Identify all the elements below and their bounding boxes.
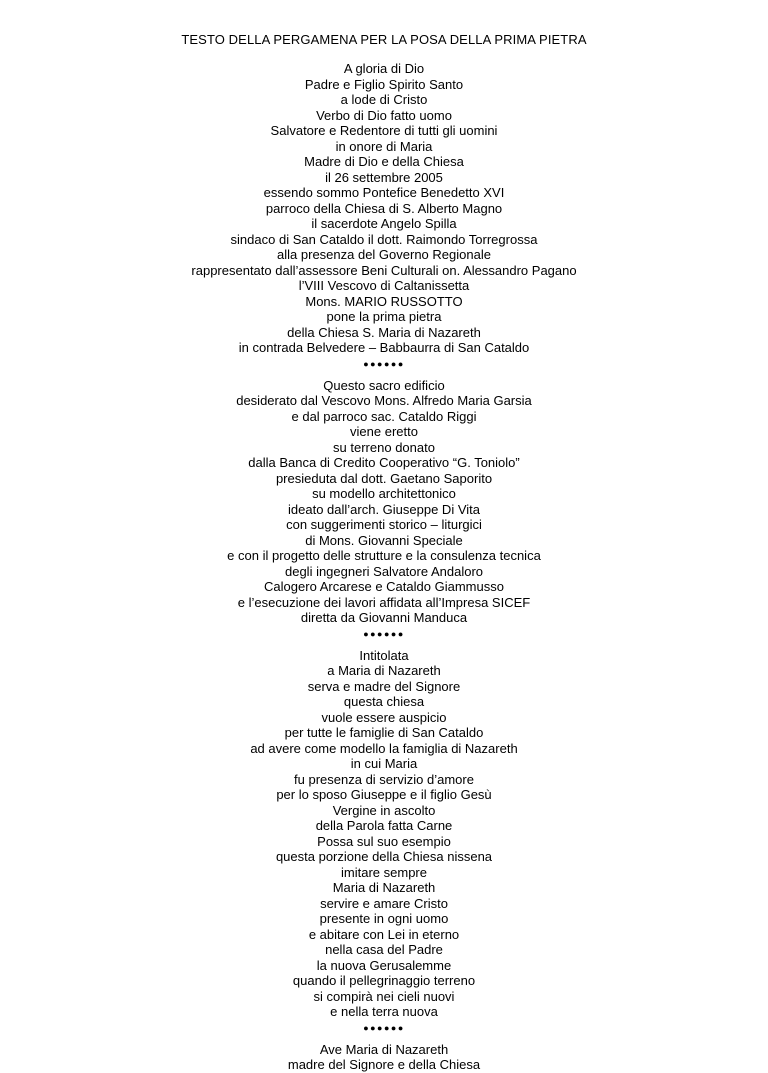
text-line: e dal parroco sac. Cataldo Riggi xyxy=(291,408,477,424)
text-line: desiderato dal Vescovo Mons. Alfredo Maria Garsia xyxy=(236,393,532,408)
text-line: essendo sommo Pontefice Benedetto XVI xyxy=(263,185,505,200)
text-line: Vergine in ascolto xyxy=(332,802,436,818)
text-line: madre del Signore e della Chiesa xyxy=(287,1057,481,1072)
text-line: di Mons. Giovanni Speciale xyxy=(305,532,463,548)
text-line: a lode di Cristo xyxy=(340,92,428,107)
text-section xyxy=(0,378,768,626)
text-line: per lo sposo Giuseppe e il figlio Gesù xyxy=(276,787,492,802)
text-line: Mons. MARIO RUSSOTTO xyxy=(305,293,463,309)
text-line: Verbo di Dio fatto uomo xyxy=(316,107,452,123)
text-line: con suggerimenti storico – liturgici xyxy=(286,517,482,532)
text-line: alla presenza del Governo Regionale xyxy=(277,247,491,262)
text-line: e abitare con Lei in eterno xyxy=(308,926,460,942)
text-line: viene eretto xyxy=(350,424,418,439)
text-line: A gloria di Dio xyxy=(343,61,425,76)
text-line: questa porzione della Chiesa nissena xyxy=(275,849,493,864)
document-title: TESTO DELLA PERGAMENA PER LA POSA DELLA PRIMA PIETRA xyxy=(181,32,587,47)
text-line: in onore di Maria xyxy=(335,138,433,154)
document-body xyxy=(0,61,768,1073)
text-line: pone la prima pietra xyxy=(326,309,442,324)
text-line: a Maria di Nazareth xyxy=(327,663,441,678)
text-line: su terreno donato xyxy=(333,439,435,455)
text-line: la nuova Gerusalemme xyxy=(316,957,452,973)
text-line: degli ingegneri Salvatore Andaloro xyxy=(284,563,484,579)
section-separator: ●●●●●● xyxy=(363,1022,405,1033)
text-line: nella casa del Padre xyxy=(325,942,443,957)
text-line: Madre di Dio e della Chiesa xyxy=(304,154,464,169)
text-line: presente in ogni uomo xyxy=(319,911,449,926)
text-line: e con il progetto delle strutture e la consulenza tecnica xyxy=(227,548,541,563)
text-line: Calogero Arcarese e Cataldo Giammusso xyxy=(264,579,504,594)
text-section xyxy=(0,61,768,356)
text-line: Ave Maria di Nazareth xyxy=(319,1041,449,1057)
text-line: parroco della Chiesa di S. Alberto Magno xyxy=(265,200,503,216)
text-line: vuole essere auspicio xyxy=(321,709,447,725)
text-line: diretta da Giovanni Manduca xyxy=(300,610,468,625)
section-separator: ●●●●●● xyxy=(363,358,405,369)
text-line: dalla Banca di Credito Cooperativo “G. Toniolo” xyxy=(248,455,520,470)
text-line: presieduta dal dott. Gaetano Saporito xyxy=(275,470,493,486)
text-line: Intitolata xyxy=(359,647,409,663)
text-line: in cui Maria xyxy=(350,756,418,771)
text-line: ad avere come modello la famiglia di Nazareth xyxy=(250,740,518,756)
text-line: si compirà nei cieli nuovi xyxy=(313,988,455,1004)
text-line: Questo sacro edificio xyxy=(323,377,445,393)
text-line: ideato dall’arch. Giuseppe Di Vita xyxy=(288,501,480,517)
text-line: imitare sempre xyxy=(341,864,427,880)
section-separator: ●●●●●● xyxy=(363,628,405,639)
text-line: e nella terra nuova xyxy=(330,1004,438,1019)
text-line: servire e amare Cristo xyxy=(320,895,448,911)
text-line: della Parola fatta Carne xyxy=(315,818,453,833)
text-section xyxy=(0,648,768,1020)
text-line: della Chiesa S. Maria di Nazareth xyxy=(287,324,481,340)
text-line: Possa sul suo esempio xyxy=(317,833,451,849)
text-line: e l’esecuzione dei lavori affidata all’Impresa SICEF xyxy=(237,594,531,610)
text-line: in contrada Belvedere – Babbaurra di San Cataldo xyxy=(238,340,530,355)
text-line: per tutte le famiglie di San Cataldo xyxy=(284,725,484,740)
text-line: serva e madre del Signore xyxy=(307,678,461,694)
text-line: l’VIII Vescovo di Caltanissetta xyxy=(298,278,470,293)
text-line: Maria di Nazareth xyxy=(332,880,436,895)
text-line: il 26 settembre 2005 xyxy=(325,169,443,185)
text-line: rappresentato dall’assessore Beni Culturali on. Alessandro Pagano xyxy=(191,262,577,278)
text-line: sindaco di San Cataldo il dott. Raimondo Torregrossa xyxy=(230,231,538,247)
text-line: il sacerdote Angelo Spilla xyxy=(311,216,457,231)
text-line: Salvatore e Redentore di tutti gli uomini xyxy=(270,123,498,138)
text-line: questa chiesa xyxy=(343,694,425,709)
text-line: quando il pellegrinaggio terreno xyxy=(292,973,476,988)
text-line: fu presenza di servizio d’amore xyxy=(294,771,474,787)
text-line: Padre e Figlio Spirito Santo xyxy=(304,76,464,92)
text-line: su modello architettonico xyxy=(312,486,456,501)
text-section xyxy=(0,1042,768,1073)
